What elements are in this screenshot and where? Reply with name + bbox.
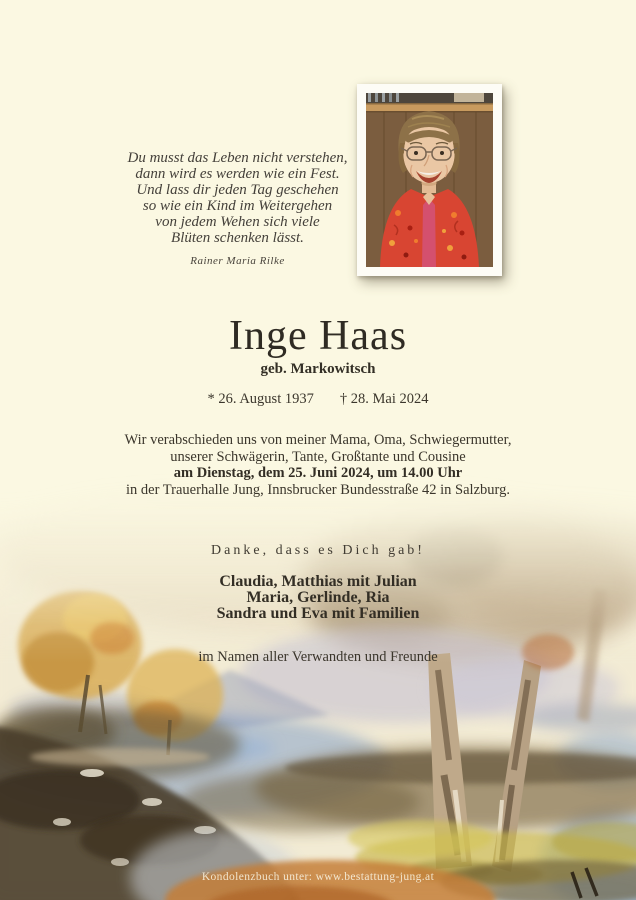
behalf-line: im Namen aller Verwandten und Freunde [198,649,438,665]
family-line: Claudia, Matthias mit Julian [219,573,417,590]
portrait-photo [357,84,502,276]
poem-line: dann wird es werden wie ein Fest. [135,166,340,182]
family-names [0,574,636,622]
poem-line: Blüten schenken lässt. [171,230,304,246]
farewell-text [0,432,636,498]
death-date: † 28. Mai 2024 [339,391,429,407]
family-line: Maria, Gerlinde, Ria [246,589,390,606]
poem-line: Und lass dir jeden Tag geschehen [136,182,339,198]
life-dates [0,391,636,408]
painting-group [0,470,636,900]
farewell-line: Wir verabschieden uns von meiner Mama, Oma, Schwiegermutter, [124,432,512,448]
deceased-name: Inge Haas [228,313,408,359]
family-line: Sandra und Eva mit Familien [216,605,420,622]
maiden-name: geb. Markowitsch [260,361,376,377]
condolence-note: Kondolenzbuch unter: www.bestattung-jung.at [201,871,435,883]
poem-attribution: Rainer Maria Rilke [190,255,285,267]
poem-line: so wie ein Kind im Weitergehen [142,198,333,214]
funeral-location: in der Trauerhalle Jung, Innsbrucker Bundesstraße 42 in Salzburg. [126,481,510,498]
watercolor-landscape [0,470,636,900]
poem-line: von jedem Wehen sich viele [155,214,320,230]
funeral-datetime: am Dienstag, dem 25. Juni 2024, um 14.00 Uhr [173,465,463,481]
farewell-line: unserer Schwägerin, Tante, Großtante und Cousine [170,448,466,465]
birth-date: * 26. August 1937 [207,391,314,407]
poem-line: Du musst das Leben nicht verstehen, [127,150,348,166]
thanks-line: Danke, dass es Dich gab! [211,543,425,558]
